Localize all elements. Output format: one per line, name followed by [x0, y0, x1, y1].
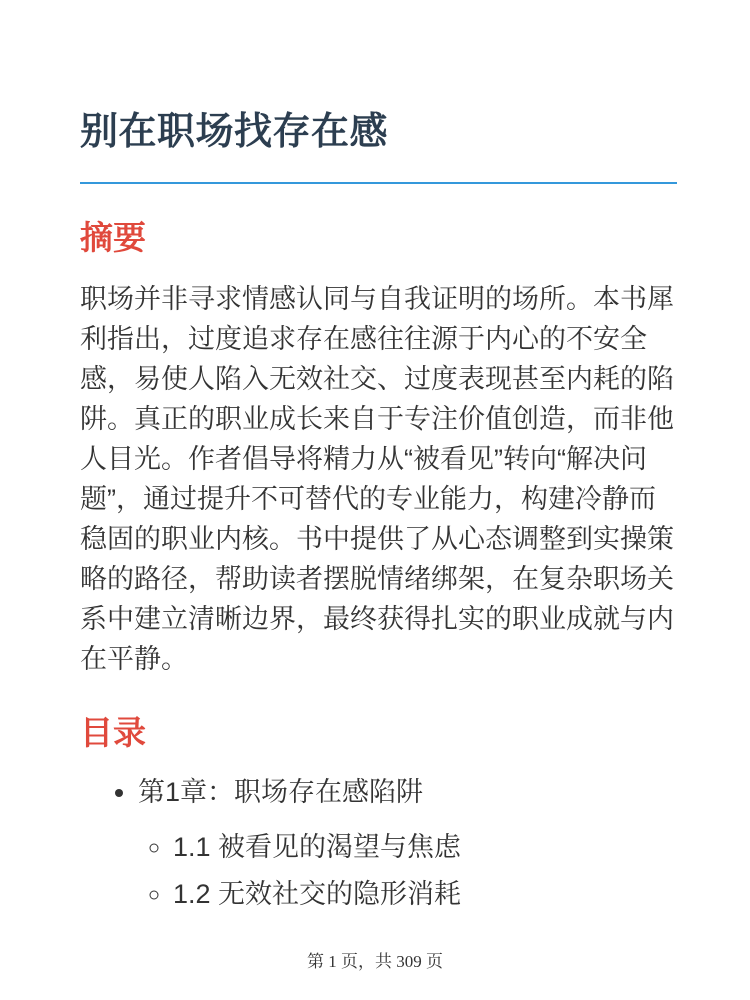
toc-section-item: ◦ 1.2 无效社交的隐形消耗 [173, 874, 677, 914]
page-title: 别在职场找存在感 [80, 110, 677, 184]
page-footer: 第 1 页，共 309 页 [307, 952, 443, 971]
abstract-heading: 摘要 [80, 218, 146, 256]
abstract-paragraph: 职场并非寻求情感认同与自我证明的场所。本书犀利指出，过度追求存在感往往源于内心的不安全感，易使人陷入无效社交、过度表现甚至内耗的陷阱。真正的职业成长来自于专注价值创造，而非他人目光。作者倡导将精力从“被看见”转向“解决问题”，通过提升不可替代的专业能力，构建冷静而稳固的职业内核。书中提供了从心态调整到实操策略的路径，帮助读者摆脱情绪绑架，在复杂职场关系中建立清晰边界，最终获得扎实的职业成就与内在平静。 [80, 284, 674, 675]
toc-section-item: ◦ 1.1 被看见的渴望与焦虑 [173, 827, 677, 867]
toc-chapter-label: 第1章：职场存在感陷阱 [138, 777, 424, 808]
toc-list [80, 772, 677, 914]
toc-chapter-item [138, 772, 677, 914]
toc-heading: 目录 [80, 714, 146, 752]
toc-sublist [138, 827, 677, 914]
